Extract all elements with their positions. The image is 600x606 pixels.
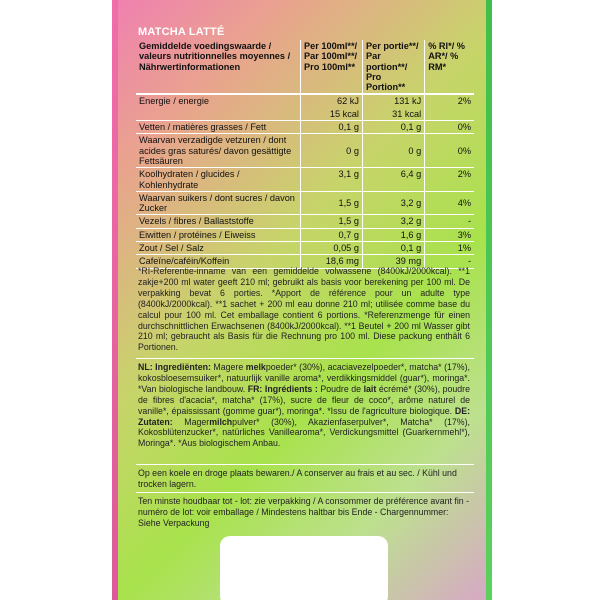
- value-ri: -: [425, 215, 474, 228]
- nutrient-name: Koolhydraten / glucides / Kohlenhydrate: [136, 168, 300, 192]
- green-edge: [486, 0, 492, 600]
- ingredients-de-rest: pulver* (30%), Akazienfaserpulver*, Matcha* (17%), Kokosblütenzucker*, natürliches Vanillearoma*, Verdickungsmittel (Guarkernmehl*), Moringa*. *Aus biologischem Anbau.: [138, 416, 470, 449]
- value-per-portion: 39 mg: [362, 255, 424, 268]
- value-per-portion: 0 g: [362, 134, 424, 168]
- table-row: [136, 121, 474, 134]
- value-per-100ml: 1,5 g: [300, 215, 362, 228]
- table-row: [136, 242, 474, 255]
- value-ri: -: [425, 255, 474, 268]
- nutrient-name: Zout / Sel / Salz: [136, 242, 300, 255]
- header-per-100ml: Per 100ml**/ Par 100ml**/ Pro 100ml**: [300, 40, 362, 94]
- ingredients-fr-label: FR: Ingrédients :: [247, 383, 318, 394]
- table-row: [136, 134, 474, 168]
- value-ri: 2%: [425, 168, 474, 192]
- value-ri: 0%: [425, 134, 474, 168]
- nutrient-name: Waarvan suikers / dont sucres / davon Zucker: [136, 191, 300, 215]
- ingredients-nl-rest: poeder* (30%), acaciavezelpoeder*, matcha* (17%), kokosbloesemsuiker*, natuurlijk vanille aroma*, verdikkingsmiddel (guar*), moringa*. *Van biologische landbouw.: [138, 362, 470, 394]
- value-per-100ml: 1,5 g: [300, 191, 362, 215]
- nutrient-name: Energie / energie: [136, 94, 300, 107]
- product-title: MATCHA LATTÉ: [138, 26, 225, 38]
- ingredients-nl-label: NL: Ingrediënten:: [138, 362, 211, 372]
- value-per-portion: 3,2 g: [362, 191, 424, 215]
- table-row: [136, 228, 474, 241]
- ingredients-de-part: Mager: [172, 416, 210, 427]
- value-per-portion: 0,1 g: [362, 242, 424, 255]
- value-per-100ml: 18,6 mg: [300, 255, 362, 268]
- value-ri: 4%: [425, 191, 474, 215]
- value-per-100ml: 3,1 g: [300, 168, 362, 192]
- storage-text: Op een koele en droge plaats bewaren./ A conserver au frais et au sec. / Kühl und trocken lagern.: [138, 468, 457, 489]
- value-per-100ml: 0,1 g: [300, 121, 362, 134]
- value-ri: 1%: [425, 242, 474, 255]
- table-header-row: [136, 40, 474, 94]
- value-per-100ml: 15 kcal: [300, 108, 362, 121]
- footnote-text: *RI-Referentie-inname van een gemiddelde volwassene (8400kJ/2000kcal). **1 zakje+200 ml water geeft 210 ml; gebruikt als basis voor berekening per 100 ml. De verpakking bevat 6 porties. *Apport de référence pour un adulte type (8400kJ/2000kcal). **1 sachet + 200 ml eau donne 210 ml; utilisée comme base du calcul pour 100 ml. Cet emballage contient 6 portions. *Referenzmenge für einen durchschnittlichen Erwachsenen (8400kJ/2000kcal). **1 Beutel + 200 ml Wasser gibt 210 ml; gebraucht als Basis für die Rechnung pro 100 ml. Diese packung enthält 6 Portionen.: [138, 266, 470, 353]
- header-ri: % RI*/ % AR*/ % RM*: [425, 40, 474, 94]
- pink-edge: [112, 0, 118, 600]
- best-before-text: Ten minste houdbaar tot - lot: zie verpakking / A consommer de préférence avant fin - numéro de lot: voir emballage / Mindestens haltbar bis Ende - Chargennummer: Siehe Verpackung: [138, 496, 470, 528]
- nutrient-name: Vetten / matières grasses / Fett: [136, 121, 300, 134]
- value-ri: 3%: [425, 228, 474, 241]
- divider: [136, 492, 474, 493]
- divider: [136, 358, 474, 359]
- ingredients-text: [138, 362, 470, 449]
- header-per-portion: Per portie**/ Par portion**/ Pro Portion**: [362, 40, 424, 94]
- nutrient-name: [136, 108, 300, 121]
- blank-print-area: [220, 536, 388, 606]
- table-row: [136, 191, 474, 215]
- header-nutrient: Gemiddelde voedingswaarde / valeurs nutritionnelles moyennes / Nährwertinformationen: [136, 40, 300, 94]
- value-per-portion: 31 kcal: [362, 108, 424, 121]
- ingredients-de-label: DE: Zutaten:: [138, 405, 470, 427]
- value-per-portion: 6,4 g: [362, 168, 424, 192]
- table-row: [136, 168, 474, 192]
- nutrient-name: Waarvan verzadigde vetzuren / dont acides gras saturés/ davon gesättigte Fettsäuren: [136, 134, 300, 168]
- value-ri: 0%: [425, 121, 474, 134]
- value-per-100ml: 0 g: [300, 134, 362, 168]
- nutrient-name: Eiwitten / protéines / Eiweiss: [136, 228, 300, 241]
- ingredients-nl-part: Magere: [210, 362, 246, 372]
- value-per-100ml: 0,05 g: [300, 242, 362, 255]
- value-per-100ml: 62 kJ: [300, 94, 362, 107]
- divider: [136, 464, 474, 465]
- ingredients-fr-rest: écrémé* (30%), poudre de fibres d'acacia*, matcha* (17%), sucre de fleur de coco*, arôme naturel de vanille*, épaississant (gomme guar*), moringa*. *Issu de l'agriculture biologique.: [138, 383, 471, 416]
- value-ri: [425, 108, 474, 121]
- ingredients-nl-allergen: melk: [245, 362, 266, 372]
- value-per-100ml: 0,7 g: [300, 228, 362, 241]
- table-row: [136, 215, 474, 228]
- nutrient-name: Cafeïne/caféin/Koffein: [136, 255, 300, 268]
- table-row: [136, 108, 474, 121]
- value-per-portion: 3,2 g: [362, 215, 424, 228]
- ingredients-de-allergen: milch: [209, 416, 233, 427]
- value-per-portion: 131 kJ: [362, 94, 424, 107]
- value-ri: 2%: [457, 96, 471, 107]
- table-row: [136, 94, 474, 107]
- nutrient-name: Vezels / fibres / Ballaststoffe: [136, 215, 300, 228]
- value-per-portion: 0,1 g: [362, 121, 424, 134]
- value-per-portion: 1,6 g: [362, 228, 424, 241]
- ingredients-fr-part: Poudre de: [317, 383, 364, 394]
- ingredients-fr-allergen: lait: [363, 383, 377, 394]
- nutrition-table: [136, 40, 474, 269]
